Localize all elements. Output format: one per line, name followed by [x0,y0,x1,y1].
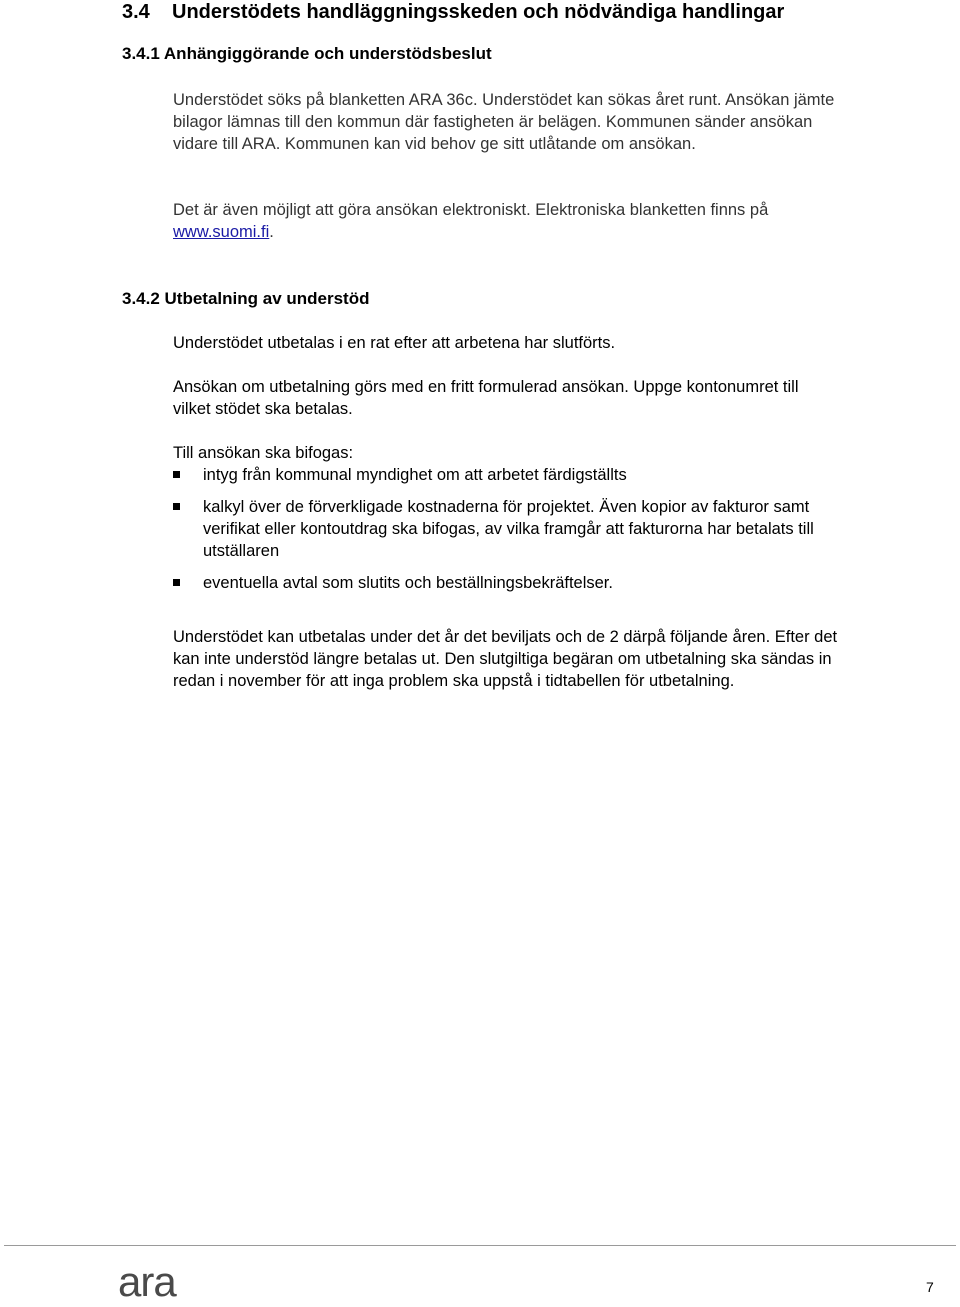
attachments-intro: Till ansökan ska bifogas: [173,444,354,462]
payment-application-paragraph: Ansökan om utbetalning görs med en fritt formulerad ansökan. Uppge kontonumret till vilket stödet ska betalas. [173,378,799,418]
footer-divider [4,1245,956,1246]
electronic-text: Det är även möjligt att göra ansökan elektroniskt. Elektroniska blanketten finns på [173,201,769,219]
ara-logo [118,1262,198,1304]
ara-logo-text: ara [118,1262,176,1304]
bullet-marker [173,503,180,510]
subsection-heading-1: 3.4.1 Anhängiggörande och understödsbeslut [122,44,492,63]
payment-paragraph: Understödet utbetalas i en rat efter att arbetena har slutförts. [173,334,616,352]
electronic-paragraph [173,199,853,243]
section-title: Understödets handläggningsskeden och nödvändiga handlingar [172,1,785,23]
bullet-marker [173,579,180,586]
electronic-end: . [269,223,274,241]
page-number: 7 [926,1279,934,1295]
list-item-text: eventuella avtal som slutits och beställningsbekräftelser. [203,574,613,592]
section-heading [122,0,784,24]
list-item-text: intyg från kommunal myndighet om att arbetet färdigställts [203,466,627,484]
list-item-text: kalkyl över de förverkligade kostnaderna för projektet. Även kopior av fakturor samt verifikat eller kontoutdrag ska bifogas, av vilka framgår att fakturorna har betalats till utställaren [203,498,814,560]
suomi-link[interactable]: www.suomi.fi [173,223,270,241]
bullet-marker [173,471,180,478]
application-paragraph: Understödet söks på blanketten ARA 36c. Understödet kan sökas året runt. Ansökan jämte bilagor lämnas till den kommun där fastigheten är belägen. Kommunen sänder ansökan vidare till ARA. Kommunen kan vid behov ge sitt utlåtande om ansökan. [173,91,835,153]
payment-deadline-paragraph: Understödet kan utbetalas under det år det beviljats och de 2 därpå följande åren. Efter det kan inte understöd längre betalas ut. Den slutgiltiga begäran om utbetalning ska sändas in redan i november för att inga problem ska uppstå i tidtabellen för utbetalning. [173,628,838,690]
subsection-heading-2: 3.4.2 Utbetalning av understöd [122,289,370,308]
section-number: 3.4 [122,1,150,23]
